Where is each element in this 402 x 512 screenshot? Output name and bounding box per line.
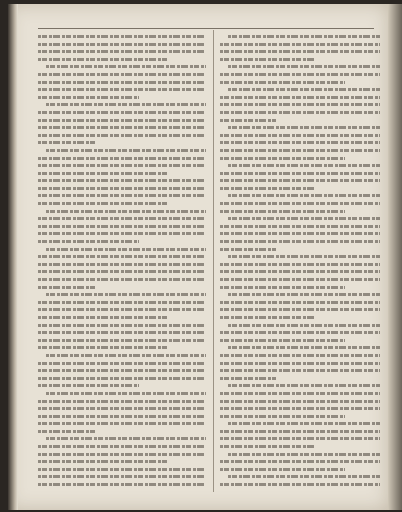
text-line (220, 480, 380, 488)
text-line (38, 305, 206, 313)
text-line (38, 252, 206, 260)
page-edge (388, 4, 402, 510)
text-line (228, 450, 380, 458)
text-line (38, 184, 206, 192)
text-line (38, 214, 206, 222)
text-line (46, 62, 206, 70)
text-line (220, 100, 380, 108)
text-line (38, 465, 206, 473)
text-line (228, 321, 380, 329)
text-line (38, 328, 206, 336)
text-line (220, 176, 380, 184)
text-line (38, 123, 206, 131)
text-line (220, 366, 380, 374)
text-line (38, 131, 206, 139)
text-line (228, 161, 380, 169)
text-line (220, 389, 380, 397)
text-line (38, 298, 206, 306)
text-line (228, 472, 380, 480)
text-line (220, 184, 316, 192)
text-line (220, 70, 380, 78)
left-column (38, 32, 206, 494)
text-line (38, 47, 206, 55)
text-line (38, 93, 139, 101)
text-line (38, 366, 206, 374)
text-line (220, 138, 380, 146)
text-line (38, 70, 206, 78)
page-header (8, 14, 388, 26)
text-line (220, 328, 380, 336)
text-line (228, 214, 380, 222)
text-line (46, 100, 206, 108)
text-line (220, 207, 345, 215)
text-line (220, 245, 276, 253)
text-line (38, 78, 206, 86)
text-line (220, 442, 316, 450)
text-line (38, 154, 206, 162)
text-line (38, 359, 206, 367)
text-line (38, 191, 206, 199)
text-line (220, 351, 380, 359)
text-line (38, 267, 206, 275)
text-line (38, 480, 206, 488)
text-line (228, 62, 380, 70)
text-line (220, 336, 345, 344)
text-line (38, 138, 97, 146)
text-line (220, 55, 316, 63)
text-line (220, 199, 380, 207)
text-line (38, 404, 206, 412)
text-line (228, 191, 380, 199)
text-line (46, 146, 206, 154)
text-line (220, 465, 345, 473)
column-divider (213, 30, 214, 492)
text-line (46, 290, 206, 298)
text-line (228, 123, 380, 131)
text-line (38, 397, 206, 405)
text-line (46, 207, 206, 215)
page-gutter (8, 4, 18, 510)
text-line (38, 32, 206, 40)
text-line (220, 412, 345, 420)
text-line (220, 108, 380, 116)
text-line (220, 374, 276, 382)
text-line (220, 237, 380, 245)
text-line (38, 442, 206, 450)
text-line (38, 374, 206, 382)
text-line (46, 245, 206, 253)
text-line (38, 55, 169, 63)
text-line (38, 472, 206, 480)
text-line (220, 116, 276, 124)
text-line (38, 343, 169, 351)
text-line (38, 169, 169, 177)
text-line (38, 275, 206, 283)
text-line (220, 275, 380, 283)
text-line (38, 237, 139, 245)
text-line (220, 298, 380, 306)
text-line (220, 146, 380, 154)
text-line (220, 313, 316, 321)
text-line (38, 336, 206, 344)
text-line (220, 260, 380, 268)
text-line (228, 252, 380, 260)
text-line (38, 229, 206, 237)
text-line (228, 343, 380, 351)
text-line (220, 93, 380, 101)
text-line (220, 229, 380, 237)
text-line (220, 434, 380, 442)
text-line (228, 32, 380, 40)
text-line (38, 321, 206, 329)
text-line (38, 176, 206, 184)
right-column (220, 32, 380, 494)
text-line (220, 267, 380, 275)
text-line (220, 359, 380, 367)
text-line (228, 290, 380, 298)
text-line (46, 351, 206, 359)
text-line (38, 313, 169, 321)
text-line (38, 161, 206, 169)
text-line (220, 457, 380, 465)
text-line (38, 199, 169, 207)
header-rule (38, 28, 374, 29)
text-line (38, 450, 206, 458)
text-line (38, 419, 206, 427)
text-line (46, 434, 206, 442)
text-line (220, 305, 380, 313)
book-page (8, 4, 388, 510)
text-line (38, 108, 206, 116)
text-line (220, 283, 345, 291)
text-line (220, 404, 380, 412)
text-line (38, 283, 97, 291)
text-line (228, 419, 380, 427)
text-line (220, 78, 345, 86)
text-line (220, 47, 380, 55)
text-line (220, 40, 380, 48)
text-line (38, 412, 206, 420)
text-line (38, 222, 206, 230)
text-line (38, 116, 206, 124)
text-line (228, 381, 380, 389)
text-line (38, 457, 169, 465)
text-line (38, 427, 97, 435)
text-line (38, 40, 206, 48)
text-line (220, 169, 380, 177)
text-line (38, 260, 206, 268)
text-line (220, 222, 380, 230)
text-line (220, 397, 380, 405)
text-line (220, 427, 380, 435)
text-line (220, 131, 380, 139)
text-line (220, 154, 345, 162)
text-line (46, 389, 206, 397)
text-line (38, 85, 206, 93)
text-line (38, 381, 139, 389)
text-line (228, 85, 380, 93)
